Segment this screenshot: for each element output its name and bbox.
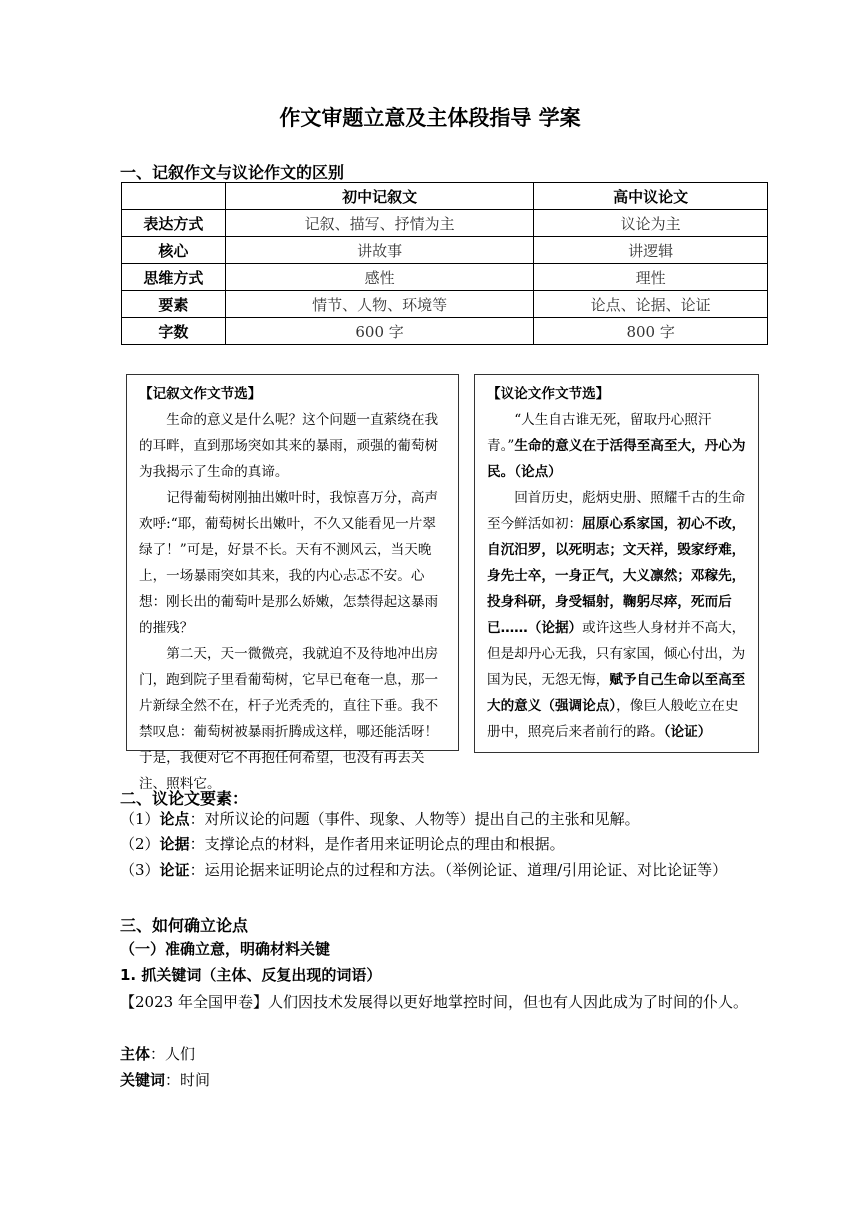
argument-box-title: 【议论文作文节选】	[487, 386, 610, 402]
narrative-excerpt-box	[126, 374, 459, 792]
table-cell: 论点、论据、论证	[534, 291, 768, 318]
item-text: ：对所议论的问题（事件、现象、人物等）提出自己的主张和见解。	[189, 810, 640, 828]
table-row	[122, 237, 768, 264]
argument-text: 或许这些人身材并不高大，但是却丹心无我，只有家国，倾心付出，为国为民，无怨无悔，	[487, 620, 746, 688]
subject-line	[120, 1041, 760, 1067]
thesis-statement: 生命的意义在于活得至高至大，丹心为民。（论点）	[487, 438, 746, 480]
keyword-line	[120, 1067, 760, 1093]
table-cell: 议论为主	[534, 210, 768, 237]
table-cell: 讲逻辑	[534, 237, 768, 264]
comparison-table	[121, 182, 768, 345]
table-cell: 800 字	[534, 318, 768, 345]
argument-paragraph	[487, 485, 748, 745]
item-term: 论证	[159, 861, 190, 879]
row-label: 表达方式	[122, 210, 226, 237]
element-item-reasoning	[120, 857, 760, 883]
table-cell: 600 字	[225, 318, 534, 345]
reasoning-label: （论证）	[663, 724, 712, 740]
evidence-text: 屈原心系家国，初心不改，自沉汨罗，以死明志；文天祥，毁家纾难，身先士卒，一身正气，大义凛然；邓稼先，投身科研，身受辐射，鞠躬尽瘁，死而后已……（论据）	[487, 516, 746, 636]
table-row	[122, 264, 768, 291]
table-row	[122, 210, 768, 237]
row-label: 思维方式	[122, 264, 226, 291]
narrative-paragraph: 记得葡萄树刚抽出嫩叶时，我惊喜万分，高声欢呼:“耶，葡萄树长出嫩叶，不久又能看见一片翠绿了！”可是，好景不长。天有不测风云，当天晚上，一场暴雨突如其来，我的内心忐忑不安。心想：刚长出的葡萄叶是那么娇嫩，怎禁得起这暴雨的摧残？	[139, 490, 439, 636]
item-number: （2）	[120, 835, 160, 853]
keyword-value: ：时间	[165, 1071, 211, 1089]
table-cell: 理性	[534, 264, 768, 291]
element-item-evidence	[120, 831, 760, 857]
page-title: 作文审题立意及主体段指导 学案	[279, 106, 581, 130]
keyword-label: 关键词	[120, 1071, 166, 1089]
table-header-row	[122, 183, 768, 210]
item-number: （3）	[120, 861, 160, 879]
section3-heading: 三、如何确立论点	[120, 916, 249, 935]
row-label: 要素	[122, 291, 226, 318]
narrative-paragraph: 第二天，天一微微亮，我就迫不及待地冲出房门，跑到院子里看葡萄树，它早已奄奄一息，那一片新绿全然不在，杆子光秃秃的，直往下垂。我不禁叹息：葡萄树被暴雨折腾成这样，哪还能活呀！于是，我便对它不再抱任何希望，也没有再去关注、照料它。	[139, 646, 439, 792]
item-number: （1）	[120, 810, 160, 828]
argument-text: ，像巨人般屹立在史册中，照亮后来者前行的路。	[487, 698, 739, 740]
narrative-paragraph: 生命的意义是什么呢？这个问题一直萦绕在我的耳畔，直到那场突如其来的暴雨，顽强的葡萄树为我揭示了生命的真谛。	[139, 412, 439, 480]
element-item-claim	[120, 806, 760, 832]
item-term: 论据	[159, 835, 190, 853]
table-cell: 情节、人物、环境等	[225, 291, 534, 318]
poem-quote: “人生自古谁无死，留取丹心照汗青。”	[487, 412, 712, 454]
subsection-heading: （一）准确立意，明确材料关键	[120, 940, 331, 958]
section1-heading: 一、记叙作文与议论作文的区别	[120, 163, 345, 182]
item-text: ：运用论据来证明论点的过程和方法。（举例论证、道理/引用论证、对比论证等）	[189, 861, 728, 879]
item-term: 论点	[159, 810, 190, 828]
table-cell: 讲故事	[225, 237, 534, 264]
table-header-cell	[122, 183, 226, 210]
narrative-box-title: 【记叙文作文节选】	[139, 386, 262, 402]
row-label: 字数	[122, 318, 226, 345]
table-cell: 感性	[225, 264, 534, 291]
table-cell: 记叙、描写、抒情为主	[225, 210, 534, 237]
item-text: ：支撑论点的材料，是作者用来证明论点的理由和根据。	[189, 835, 565, 853]
table-row	[122, 291, 768, 318]
section2-heading: 二、议论文要素：	[120, 789, 249, 808]
argument-text: 回首历史，彪炳史册、照耀千古的生命至今鲜活如初：	[487, 490, 746, 532]
emphasis-text: 赋予自己生命以至高至大的意义（强调论点）	[487, 672, 746, 714]
argument-excerpt-box	[474, 374, 759, 753]
row-label: 核心	[122, 237, 226, 264]
subject-value: ：人们	[150, 1045, 196, 1063]
table-row	[122, 318, 768, 345]
point-heading: 1. 抓关键词（主体、反复出现的词语）	[120, 966, 382, 984]
material-text: 【2023 年全国甲卷】人们因技术发展得以更好地掌控时间，但也有人因此成为了时间的仆人。	[120, 993, 748, 1011]
table-header-cell: 初中记叙文	[225, 183, 534, 210]
argument-paragraph	[487, 407, 748, 485]
table-header-cell: 高中议论文	[534, 183, 768, 210]
subject-label: 主体	[120, 1045, 151, 1063]
